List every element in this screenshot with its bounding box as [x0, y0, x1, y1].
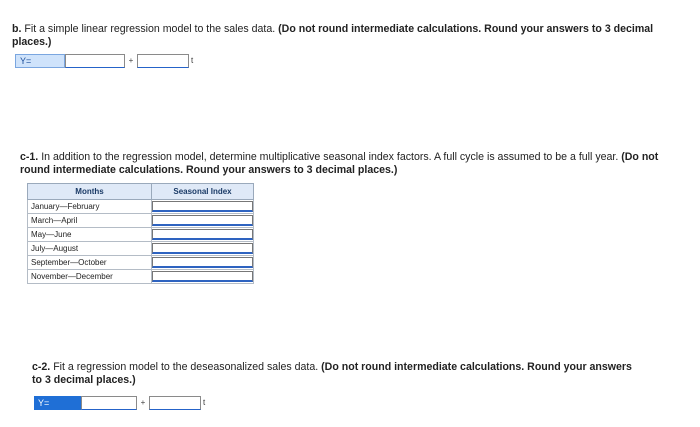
part-b-t-variable: t	[191, 56, 194, 65]
seasonal-index-header: Seasonal Index	[152, 184, 254, 200]
part-b-equation	[15, 53, 193, 68]
month-label: November—December	[28, 270, 152, 284]
part-c2-equation	[34, 395, 205, 410]
part-c2-intercept-input[interactable]	[81, 396, 137, 410]
part-b-slope-input[interactable]	[137, 54, 189, 68]
part-c1-rounding-note: (Do not round intermediate calculations. Round your answers to 3 decimal places.)	[20, 151, 659, 176]
month-label: March—April	[28, 214, 152, 228]
part-c1-label: c-1.	[20, 151, 39, 163]
part-b-intercept-input[interactable]	[65, 54, 125, 68]
part-c2-plus-sign: +	[140, 398, 146, 407]
seasonal-index-input-jan-feb[interactable]	[152, 200, 254, 214]
part-b-y-label: Y=	[15, 54, 65, 68]
month-label: May—June	[28, 228, 152, 242]
months-header: Months	[28, 184, 152, 200]
table-row	[28, 256, 254, 270]
part-c2-text: Fit a regression model to the deseasonalized sales data.	[50, 361, 322, 373]
part-c1-instructions	[20, 151, 665, 177]
seasonal-index-input-sep-oct[interactable]	[152, 256, 254, 270]
part-c2-label: c-2.	[32, 361, 51, 373]
part-c2-y-label: Y=	[34, 396, 81, 410]
table-row	[28, 270, 254, 284]
part-c2-rounding-note: (Do not round intermediate calculations. Round your answers to 3 decimal places.)	[32, 361, 632, 386]
table-row	[28, 242, 254, 256]
part-b-plus-sign: +	[128, 56, 134, 65]
part-b-text: Fit a simple linear regression model to the sales data.	[21, 23, 279, 35]
table-row	[28, 214, 254, 228]
part-b-instructions	[12, 23, 677, 49]
month-label: January—February	[28, 200, 152, 214]
table-row	[28, 228, 254, 242]
month-label: July—August	[28, 242, 152, 256]
seasonal-index-input-may-jun[interactable]	[152, 228, 254, 242]
seasonal-index-input-nov-dec[interactable]	[152, 270, 254, 284]
part-b-rounding-note: (Do not round intermediate calculations. Round your answers to 3 decimal places.)	[12, 23, 654, 48]
part-c1-text: In addition to the regression model, determine multiplicative seasonal index factors. A full cycle is assumed to be a full year.	[38, 151, 622, 163]
part-c2-instructions	[32, 361, 642, 387]
table-row	[28, 200, 254, 214]
part-c2-t-variable: t	[203, 398, 206, 407]
seasonal-index-input-jul-aug[interactable]	[152, 242, 254, 256]
month-label: September—October	[28, 256, 152, 270]
seasonal-index-input-mar-apr[interactable]	[152, 214, 254, 228]
seasonal-index-table	[27, 183, 254, 284]
part-c2-slope-input[interactable]	[149, 396, 201, 410]
part-b-label: b.	[12, 23, 22, 35]
